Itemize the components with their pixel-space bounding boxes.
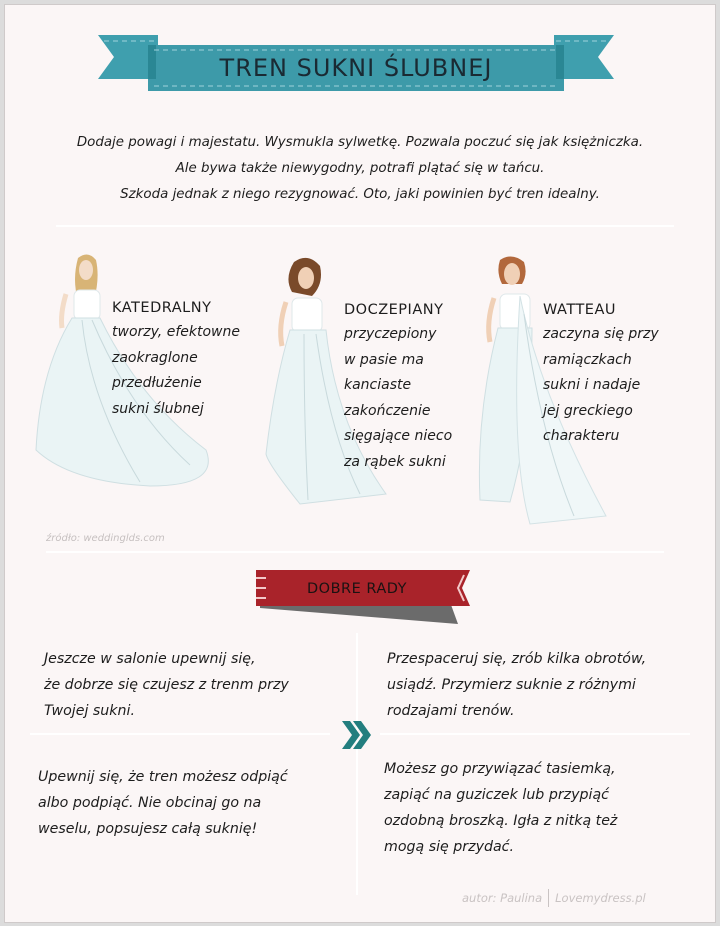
desc-line: przyczepiony <box>344 326 437 342</box>
tip-line: zapiąć na guziczek lub przypiąć <box>384 787 609 803</box>
tip-line: albo podpiąć. Nie obcinaj go na <box>38 795 262 811</box>
desc-line: charakteru <box>543 428 620 444</box>
intro-line: Ale bywa także niewygodny, potrafi plątać się w tańcu. <box>175 161 545 176</box>
desc-line: przedłużenie <box>112 375 202 391</box>
train-type-desc <box>344 322 452 475</box>
site-credit: Lovemydress.pl <box>555 891 646 905</box>
tip-line: Jeszcze w salonie upewnij się, <box>44 651 256 667</box>
tips-ribbon <box>252 566 472 628</box>
tip-line: usiądź. Przymierz suknie z różnymi <box>387 677 636 693</box>
train-type-name: WATTEAU <box>543 302 616 318</box>
tips-heading: DOBRE RADY <box>306 581 407 597</box>
tip-line: Możesz go przywiązać tasiemką, <box>384 761 616 777</box>
tip-line: Przespaceruj się, zrób kilka obrotów, <box>387 651 647 667</box>
train-type-detachable <box>344 302 452 475</box>
footer-separator <box>548 889 549 907</box>
train-type-desc <box>112 320 240 422</box>
intro-line: Szkoda jednak z niego rezygnować. Oto, jaki powinien być tren idealny. <box>120 187 600 202</box>
train-type-desc <box>543 322 659 450</box>
source-credit: źródło: weddinglds.com <box>46 533 165 544</box>
desc-line: kanciaste <box>344 377 412 393</box>
desc-line: tworzy, efektowne <box>112 324 240 340</box>
desc-line: sięgające nieco <box>344 428 453 444</box>
desc-line: ramiączkach <box>543 351 632 368</box>
tip-4 <box>384 756 617 860</box>
desc-line: zaczyna się przy <box>543 326 659 342</box>
double-chevron-right-icon <box>340 719 372 751</box>
desc-line: sukni ślubnej <box>112 400 204 417</box>
desc-line: jej greckiego <box>543 402 633 419</box>
vertical-divider <box>356 633 358 895</box>
tip-line: Twojej sukni. <box>44 703 135 719</box>
desc-line: sukni i nadaje <box>543 377 641 393</box>
train-type-watteau <box>543 302 659 450</box>
desc-line: zakończenie <box>344 402 431 419</box>
tip-3 <box>38 764 288 842</box>
tip-line: mogą się przydać. <box>384 839 514 855</box>
footer-credit <box>462 889 646 907</box>
tip-line: Upewnij się, że tren możesz odpiąć <box>38 769 288 785</box>
tip-line: ozdobną broszką. Igła z nitką też <box>384 813 618 829</box>
divider <box>46 551 664 553</box>
title-ribbon <box>96 33 616 95</box>
tip-line: weselu, popsujesz całą suknię! <box>38 821 258 837</box>
tip-line: rodzajami trenów. <box>387 703 515 719</box>
divider <box>56 225 674 227</box>
intro-text <box>10 130 710 208</box>
intro-line: Dodaje powagi i majestatu. Wysmukla sylwetkę. Pozwala poczuć się jak księżniczka. <box>76 135 644 150</box>
author-credit: autor: Paulina <box>462 891 543 905</box>
divider <box>30 733 330 735</box>
tip-1 <box>44 646 289 724</box>
desc-line: za rąbek sukni <box>344 453 446 470</box>
tip-2 <box>387 646 646 724</box>
page-title: TREN SUKNI ŚLUBNEJ <box>219 54 493 82</box>
tip-line: że dobrze się czujesz z trenm przy <box>44 677 289 693</box>
desc-line: w pasie ma <box>344 351 424 368</box>
train-type-cathedral <box>112 300 240 422</box>
divider <box>380 733 690 735</box>
train-type-name: KATEDRALNY <box>112 300 212 316</box>
train-type-name: DOCZEPIANY <box>344 302 444 318</box>
desc-line: zaokraglone <box>112 349 198 366</box>
